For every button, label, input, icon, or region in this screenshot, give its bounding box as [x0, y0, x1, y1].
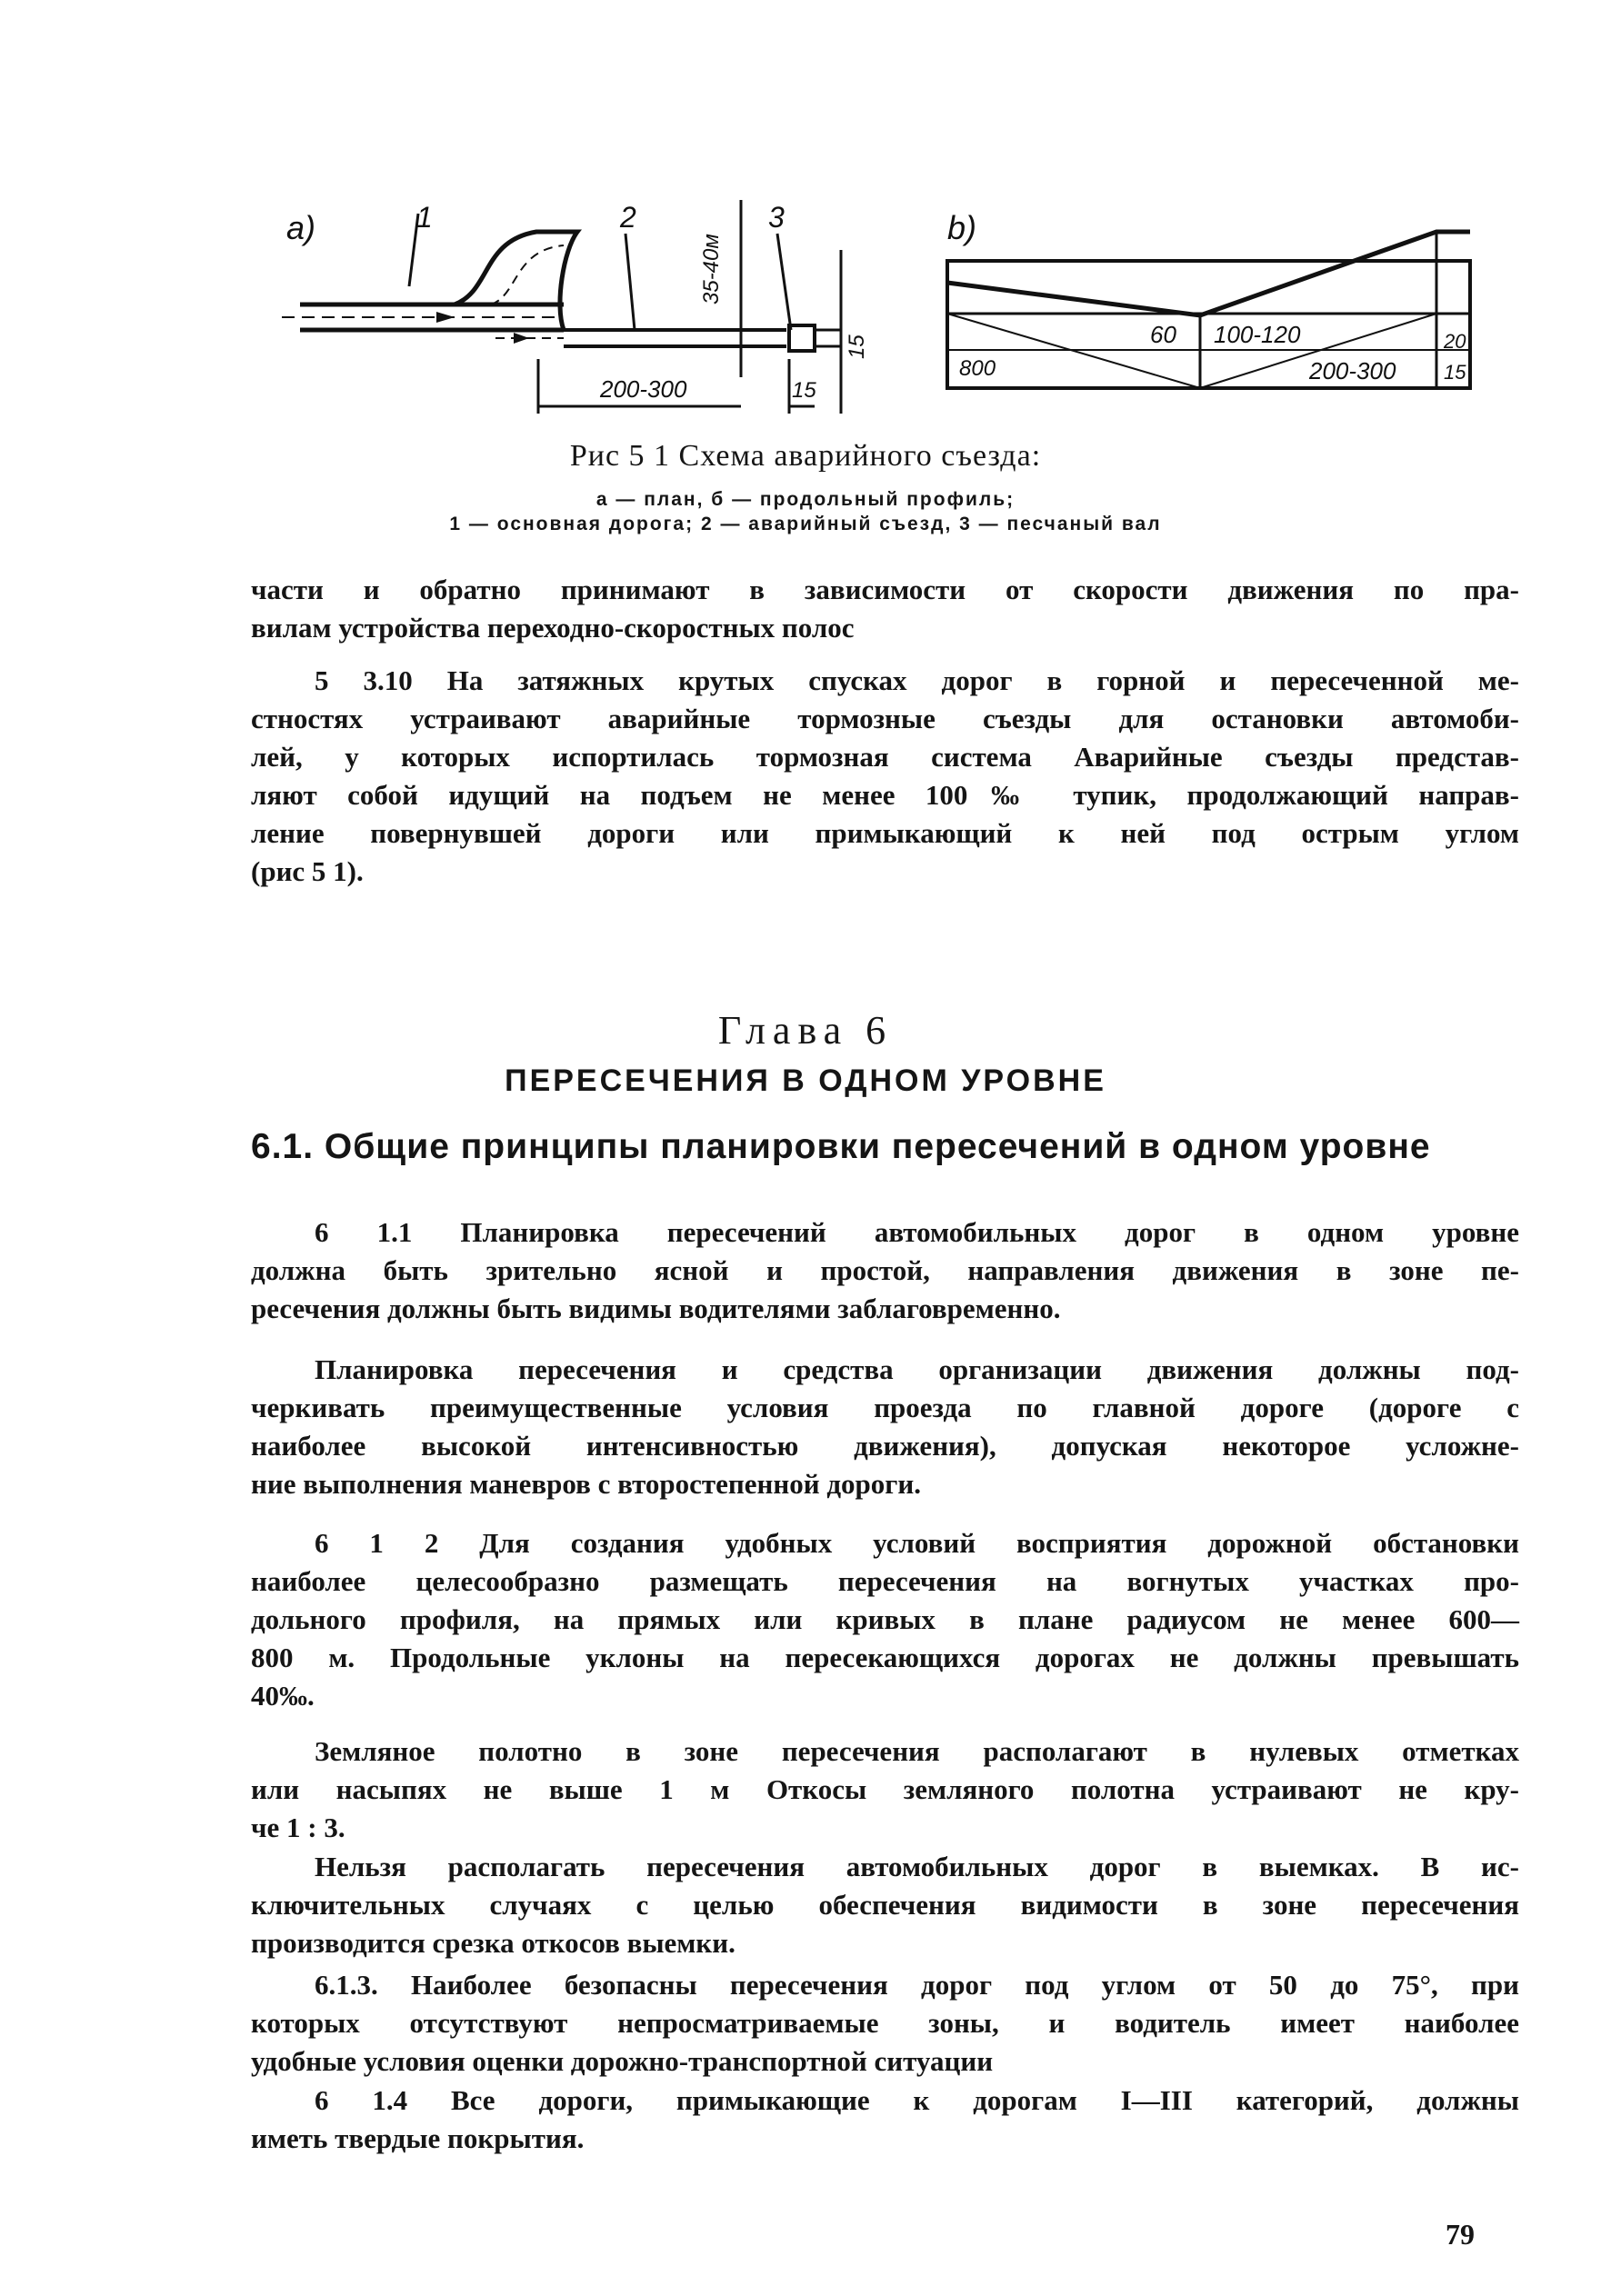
- text-line: стностях устраивают аварийные тормозные съезды для остановки автомоби-: [251, 703, 1519, 734]
- text-line: 6 1 2 Для создания удобных условий восприятия дорожной обстановки: [315, 1527, 1519, 1559]
- exit-arrow: [514, 333, 529, 344]
- callout-2: 2: [620, 201, 636, 234]
- text-line: части и обратно принимают в зависимости от скорости движения по пра-: [251, 574, 1519, 605]
- profile-line: [947, 232, 1470, 315]
- callout-1: 1: [416, 201, 433, 234]
- text-line: Планировка пересечения и средства организации движения должны под-: [315, 1353, 1519, 1385]
- text-line: лей, у которых испортилась тормозная система Аварийные съезды представ-: [251, 741, 1519, 773]
- text-line: которых отсутствуют непросматриваемые зоны, и водитель имеет наиболее: [251, 2007, 1519, 2039]
- profile-800: 800: [959, 356, 996, 381]
- dim-15-horizontal: 15: [792, 378, 816, 403]
- paragraph-6-1-4: [251, 2081, 1519, 2158]
- panel-b-label: b): [947, 209, 977, 246]
- traffic-arrow: [436, 312, 455, 323]
- dim-200-300: 200-300: [600, 375, 687, 403]
- panel-a-label: a): [286, 209, 316, 246]
- text-line: ние выполнения маневров с второстепенной дороги.: [251, 1468, 921, 1500]
- text-line: ление повернувшей дороги или примыкающий к ней под острым углом: [251, 817, 1519, 849]
- profile-200-300: 200-300: [1309, 357, 1396, 384]
- paragraph-cuttings: [251, 1848, 1519, 1962]
- text-line: ключительных случаях с целью обеспечения видимости в зоне пересечения: [251, 1889, 1519, 1921]
- callout-3: 3: [768, 201, 785, 234]
- text-line: ляют собой идущий на подъем не менее 100‰ тупик, продолжающий направ-: [251, 779, 1519, 811]
- text-line: Земляное полотно в зоне пересечения располагают в нулевых отметках: [315, 1735, 1519, 1767]
- text-line: вилам устройства переходно-скоростных полос: [251, 612, 855, 644]
- callout-leader-3: [777, 234, 791, 330]
- text-line: производится срезка откосов выемки.: [251, 1927, 735, 1959]
- figure-caption-line-1: а — план, б — продольный профиль;: [595, 489, 1016, 510]
- sand-bank: [789, 325, 815, 351]
- text-line: наиболее высокой интенсивностью движения), допуская некоторое усложне-: [251, 1430, 1519, 1462]
- paragraph-planning: [251, 1351, 1519, 1503]
- text-line: удобные условия оценки дорожно-транспортной ситуации: [251, 2045, 994, 2077]
- figure-drawing: [264, 195, 1518, 414]
- text-line: черкивать преимущественные условия проезда по главной дороге (дороге с: [251, 1392, 1519, 1423]
- figure-caption-line-2: 1 — основная дорога; 2 — аварийный съезд, 3 — песчаный вал: [449, 514, 1162, 534]
- text-line: Нельзя располагать пересечения автомобильных дорог в выемках. В ис-: [315, 1851, 1519, 1882]
- text-line: иметь твердые покрытия.: [251, 2122, 585, 2154]
- dim-35-40: 35-40м: [699, 234, 724, 304]
- callout-leader-2: [625, 234, 635, 330]
- text-line: 800 м. Продольные уклоны на пересекающихся дорогах не должны превышать: [251, 1642, 1519, 1673]
- text-line: (рис 5 1).: [251, 855, 364, 887]
- paragraph-6-1-3: [251, 1966, 1519, 2081]
- text-line: дольного профиля, на прямых или кривых в плане радиусом не менее 600—: [251, 1603, 1519, 1635]
- profile-20: 20: [1444, 330, 1466, 353]
- profile-60: 60: [1150, 321, 1176, 348]
- text-line: 6 1.1 Планировка пересечений автомобильных дорог в одном уровне: [315, 1216, 1519, 1248]
- paragraph-continuation: [251, 571, 1519, 647]
- road-bend-axis: [491, 245, 564, 304]
- chapter-number: Глава 6: [717, 1008, 894, 1053]
- text-line: ресечения должны быть видимы водителями заблаговременно.: [251, 1293, 1061, 1324]
- paragraph-earthwork: [251, 1732, 1519, 1847]
- text-line: 5 3.10 На затяжных крутых спусках дорог в горной и пересеченной ме-: [315, 664, 1519, 696]
- text-line: или насыпях не выше 1 м Откосы земляного полотна устраивают не кру-: [251, 1773, 1519, 1805]
- figure-emergency-exit: [264, 195, 1518, 414]
- paragraph-5-3-10: [251, 662, 1519, 891]
- text-line: че 1 : 3.: [251, 1812, 345, 1843]
- dim-15-vertical: 15: [845, 334, 869, 359]
- chapter-title: ПЕРЕСЕЧЕНИЯ В ОДНОМ УРОВНЕ: [505, 1063, 1106, 1098]
- paragraph-6-1-2: [251, 1524, 1519, 1715]
- section-title: 6.1. Общие принципы планировки пересечений в одном уровне: [251, 1127, 1431, 1166]
- profile-15: 15: [1444, 361, 1466, 384]
- text-line: должна быть зрительно ясной и простой, направления движения в зоне пе-: [251, 1254, 1519, 1286]
- text-line: наиболее целесообразно размещать пересечения на вогнутых участках про-: [251, 1565, 1519, 1597]
- paragraph-6-1-1: [251, 1213, 1519, 1328]
- page-number: 79: [1446, 2218, 1475, 2251]
- text-line: 6.1.3. Наиболее безопасны пересечения дорог под углом от 50 до 75°, при: [315, 1969, 1519, 2001]
- profile-100-120: 100-120: [1214, 321, 1301, 348]
- figure-caption-title: Рис 5 1 Схема аварийного съезда:: [569, 439, 1042, 473]
- text-line: 40‰.: [251, 1680, 315, 1712]
- text-line: 6 1.4 Все дороги, примыкающие к дорогам I—III категорий, должны: [315, 2084, 1519, 2116]
